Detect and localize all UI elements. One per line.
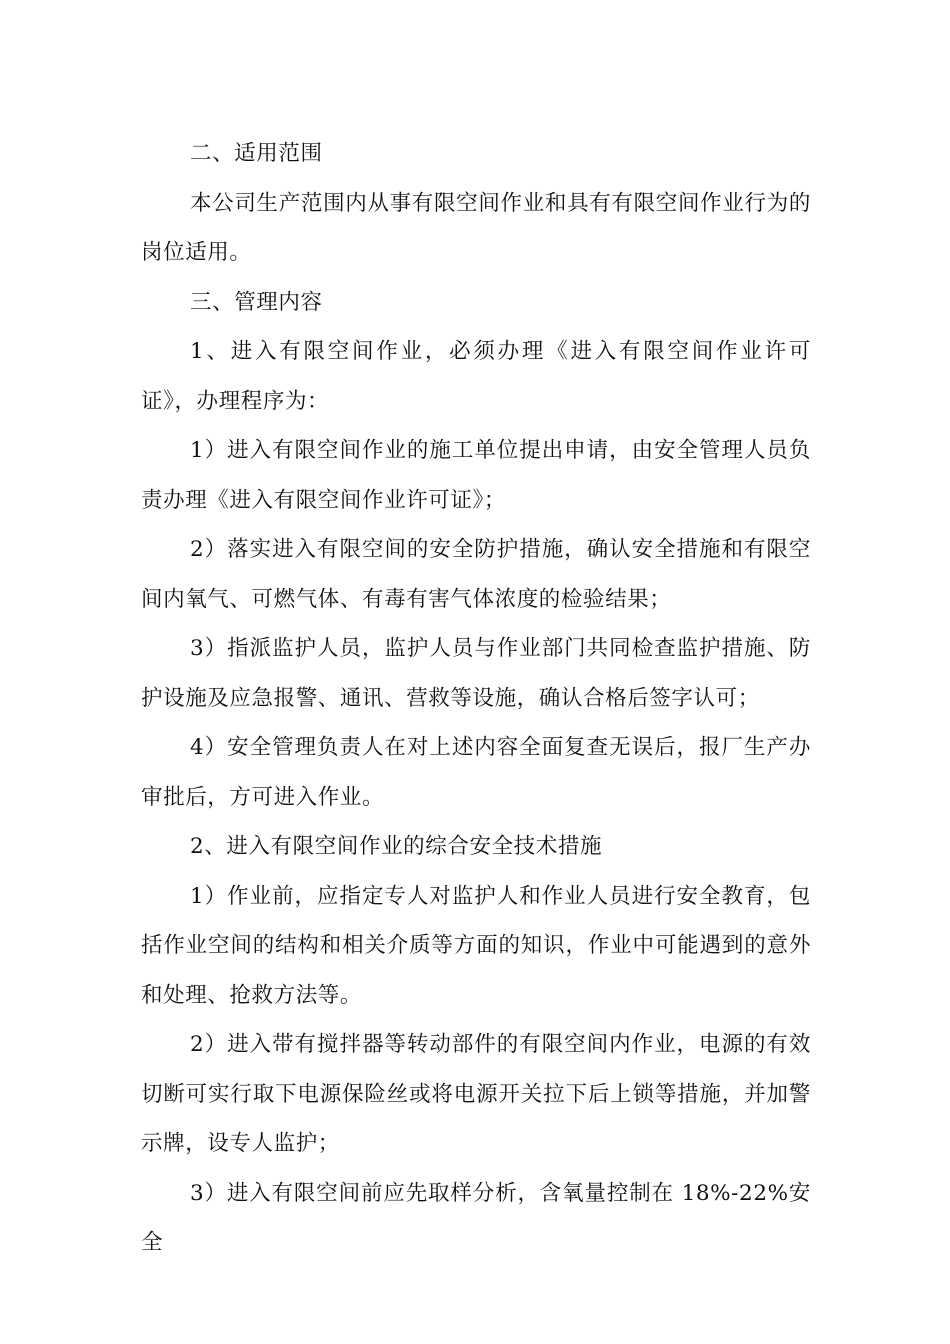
section-heading-scope: 二、适用范围 (190, 141, 323, 166)
clause-1-item-2: 2）落实进入有限空间的安全防护措施，确认安全措施和有限空间内氧气、可燃气体、有毒有害气体浓度的检验结果； (141, 537, 811, 612)
scope-paragraph: 本公司生产范围内从事有限空间作业和具有有限空间作业行为的岗位适用。 (141, 190, 811, 265)
clause-1-permit: 1、进入有限空间作业，必须办理《进入有限空间作业许可证》，办理程序为： (141, 339, 811, 414)
clause-2-item-2: 2）进入带有搅拌器等转动部件的有限空间内作业，电源的有效切断可实行取下电源保险丝或将电源开关拉下后上锁等措施，并加警示牌，设专人监护； (141, 1032, 811, 1156)
section-heading-management: 三、管理内容 (190, 289, 323, 315)
clause-2-item-1: 1）作业前，应指定专人对监护人和作业人员进行安全教育，包括作业空间的结构和相关介质等方面的知识，作业中可能遇到的意外和处理、抢救方法等。 (141, 883, 811, 1008)
clause-1-item-4: 4）安全管理负责人在对上述内容全面复查无误后，报厂生产办审批后，方可进入作业。 (141, 735, 811, 810)
clause-2-heading: 2、进入有限空间作业的综合安全技术措施 (190, 834, 603, 859)
clause-1-item-3: 3）指派监护人员，监护人员与作业部门共同检查监护措施、防护设施及应急报警、通讯、营救等设施，确认合格后签字认可； (141, 636, 811, 711)
clause-1-item-1: 1）进入有限空间作业的施工单位提出申请，由安全管理人员负责办理《进入有限空间作业许可证》； (141, 438, 811, 513)
document-body (141, 129, 811, 1268)
clause-2-item-3: 3）进入有限空间前应先取样分析，含氧量控制在 18%-22%安全 (141, 1180, 811, 1255)
